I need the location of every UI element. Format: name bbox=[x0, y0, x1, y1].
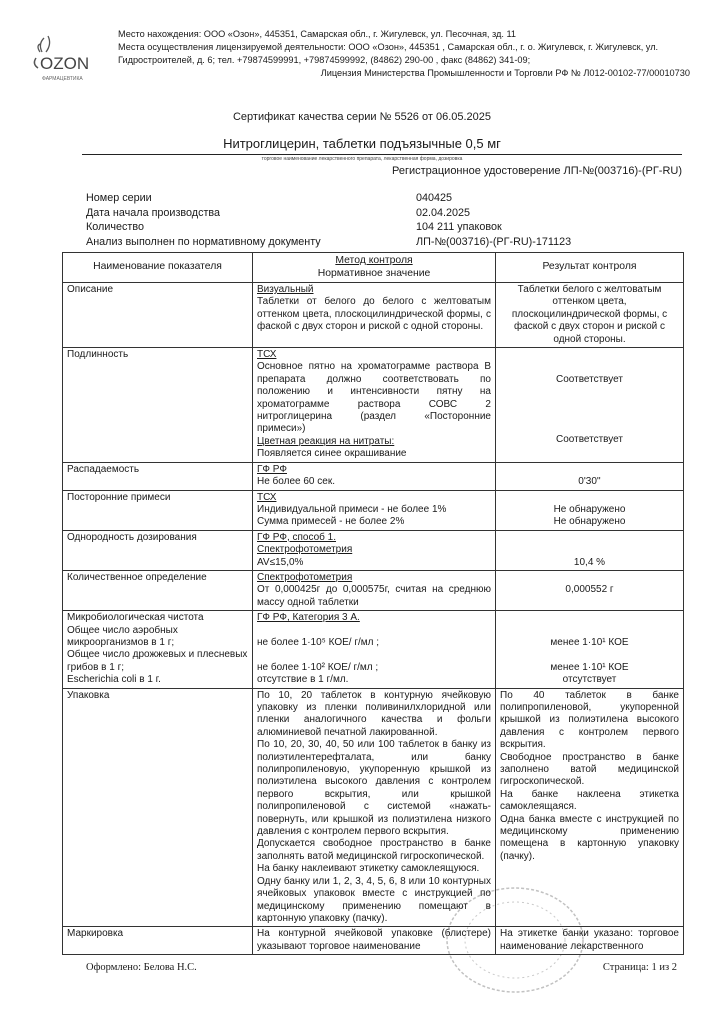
norm-text: Индивидуальной примеси - не более 1% bbox=[257, 503, 447, 515]
license-line: Лицензия Министерства Промышленности и Торговли РФ № Л012-00102-77/00010730 bbox=[320, 68, 690, 78]
norm-text: Не более 60 сек. bbox=[257, 476, 335, 488]
prepared-by: Оформлено: Белова Н.С. bbox=[86, 962, 197, 974]
indicator: Описание bbox=[63, 283, 253, 348]
indicator-sub: Общее число аэробных микроорганизмов в 1 г; bbox=[67, 624, 178, 648]
norm-text: Основное пятно на хроматограмме раствора В препарата должно соответствовать по положению и интенсивности пятну на хроматограмме раствора СОВС 2 нитроглицерина (раздел «Посторонние примеси») bbox=[257, 361, 491, 435]
indicator-text: Микробиологическая чистота bbox=[67, 612, 204, 624]
table-row bbox=[63, 927, 684, 955]
norm-text: На банку наклеивают этикетку самоклеящуюся. bbox=[257, 863, 480, 875]
result-text: По 40 таблеток в банке полипропиленовой, укупоренной крышкой из полиэтилена высокого давления с контролем первого вскрытия. bbox=[500, 689, 679, 751]
result-text: На банке наклеена этикетка самоклеящаяся. bbox=[500, 788, 679, 813]
norm-text: Сумма примесей - не более 2% bbox=[257, 516, 405, 528]
quality-table bbox=[62, 252, 684, 955]
license-sites-line: Места осуществления лицензируемой деятельности: ООО «Озон», 445351 , Самарская обл., г. о. Жигулевск, г. Жигулевск, ул. bbox=[118, 42, 659, 52]
table-row bbox=[63, 688, 684, 927]
indicator: Однородность дозирования bbox=[63, 530, 253, 570]
norm bbox=[253, 570, 496, 610]
result: Таблетки белого с желтоватым оттенком цвета, плоскоцилиндрической формы, с фаской с двух сторон и риской с одной стороны. bbox=[496, 283, 684, 348]
table-header bbox=[63, 253, 684, 283]
certificate-number: Сертификат качества серии № 5526 от 06.05.2025 bbox=[232, 111, 492, 123]
result-text: отсутствует bbox=[562, 674, 617, 686]
result: На этикетке банки указано: торговое наименование лекарственного bbox=[496, 927, 684, 955]
footer bbox=[62, 961, 683, 975]
meta-label: Номер серии bbox=[86, 192, 152, 204]
norm-text: Допускается свободное пространство в банке заполнять ватой медицинской гигроскопической. bbox=[257, 838, 491, 862]
header-norm-label: Нормативное значение bbox=[317, 267, 431, 279]
norm bbox=[253, 348, 496, 463]
page-number: Страница: 1 из 2 bbox=[602, 962, 677, 974]
indicator: Посторонние примеси bbox=[63, 490, 253, 530]
method: Визуальный bbox=[257, 284, 314, 295]
result-text: Не обнаружено bbox=[553, 516, 626, 528]
norm-text: Одну банку или 1, 2, 3, 4, 5, 6, 8 или 10 контурных ячейковых упаковок вместе с инструкцией по медицинскому применению помещают в картонную упаковку (пачку). bbox=[257, 875, 491, 924]
result-text: Одна банка вместе с инструкцией по медицинскому применению помещена в картонную упаковку (пачку). bbox=[500, 813, 679, 862]
meta-label: Анализ выполнен по нормативному документу bbox=[86, 235, 321, 248]
result-text: менее 1·10¹ КОЕ bbox=[550, 636, 629, 648]
method: ТСХ bbox=[257, 349, 277, 361]
indicator-sub: Общее число дрожжевых и плесневых грибов в 1 г; bbox=[67, 649, 248, 673]
norm bbox=[253, 283, 496, 348]
meta-value: 040425 bbox=[416, 192, 453, 204]
result-text: 0,000552 г bbox=[565, 584, 614, 596]
norm-text: не более 1·10² КОЕ/ г/мл ; bbox=[257, 661, 379, 673]
product-caption: торговое наименование лекарственного препарата, лекарственная форма, дозировка bbox=[261, 156, 463, 162]
result: 10,4 % bbox=[496, 530, 684, 570]
norm-text: По 10, 20, 30, 40, 50 или 100 таблеток в банку из полиэтилентерефталата, или банку полипропиленовую, укупоренную крышкой из полиэтилена высокого давления с контролем первого вскрытия, или крышкой полипропиленовой с системой «нажать-повернуть, или крышкой из полиэтилена низкого давления с контролем первого вскрытия. bbox=[257, 739, 491, 838]
indicator: Распадаемость bbox=[63, 462, 253, 490]
meta-label: Дата начала производства bbox=[86, 206, 221, 219]
table-row bbox=[63, 283, 684, 348]
result: 0'30'' bbox=[496, 462, 684, 490]
norm-text: не более 1·10⁵ КОЕ/ г/мл ; bbox=[257, 636, 380, 648]
method: ГФ РФ, способ 1. bbox=[257, 531, 337, 543]
table-and-footer bbox=[62, 252, 683, 975]
method: Цветная реакция на нитраты: bbox=[257, 435, 395, 447]
meta-values bbox=[416, 191, 571, 249]
table-row bbox=[63, 611, 684, 688]
result-text: Соответствует bbox=[556, 434, 623, 446]
indicator: Подлинность bbox=[63, 348, 253, 463]
table-row bbox=[63, 570, 684, 610]
norm bbox=[253, 490, 496, 530]
method: ТСХ bbox=[257, 491, 277, 503]
svg-text:ФАРМАЦЕВТИКА: ФАРМАЦЕВТИКА bbox=[42, 76, 83, 82]
norm-text: От 0,000425г до 0,000575г, считая на среднюю массу одной таблетки bbox=[257, 584, 491, 608]
norm bbox=[253, 530, 496, 570]
registration: Регистрационное удостоверение ЛП-№(003716)-(РГ-RU) bbox=[391, 165, 682, 177]
method: Спектрофотометрия bbox=[257, 571, 353, 583]
indicator: Маркировка bbox=[63, 927, 253, 955]
norm-text: отсутствие в 1 г/мл. bbox=[257, 674, 349, 686]
product-title: Нитроглицерин, таблетки подъязычные 0,5 мг bbox=[223, 136, 501, 151]
result-text: Соответствует bbox=[556, 373, 623, 385]
svg-text:OZON: OZON bbox=[40, 54, 90, 73]
table-row bbox=[63, 490, 684, 530]
norm-text: Таблетки от белого до белого с желтоватым оттенком цвета, плоскоцилиндрической формы, с фаской с двух сторон и риской с одной стороны. bbox=[257, 296, 491, 333]
meta-label: Количество bbox=[86, 221, 144, 233]
result bbox=[496, 611, 684, 688]
result-text: Свободное пространство в банке заполнено ватой медицинской гигроскопической. bbox=[500, 751, 679, 788]
ozon-logo bbox=[26, 32, 106, 92]
method: Спектрофотометрия bbox=[257, 544, 353, 556]
norm-text: AV≤15,0% bbox=[257, 556, 304, 568]
method: ГФ РФ, Категория 3 А. bbox=[257, 612, 360, 624]
table-row bbox=[63, 348, 684, 463]
method: ГФ РФ bbox=[257, 463, 287, 475]
table-row bbox=[63, 530, 684, 570]
result bbox=[496, 348, 684, 463]
meta-value: 104 211 упаковок bbox=[416, 221, 502, 233]
norm bbox=[253, 462, 496, 490]
meta-labels bbox=[86, 191, 321, 249]
table-row bbox=[63, 462, 684, 490]
norm bbox=[253, 688, 496, 927]
title-underline bbox=[82, 154, 682, 155]
header-method-label: Метод контроля bbox=[335, 255, 413, 267]
indicator: Упаковка bbox=[63, 688, 253, 927]
header-indicator: Наименование показателя bbox=[63, 253, 253, 283]
meta-value: 02.04.2025 bbox=[416, 206, 471, 219]
indicator: Количественное определение bbox=[63, 570, 253, 610]
indicator bbox=[63, 611, 253, 688]
norm bbox=[253, 611, 496, 688]
result-text: Не обнаружено bbox=[553, 503, 626, 515]
indicator-sub: Escherichia coli в 1 г. bbox=[67, 674, 161, 686]
meta-value: ЛП-№(003716)-(РГ-RU)-171123 bbox=[416, 235, 572, 248]
header-result: Результат контроля bbox=[496, 253, 684, 283]
header-method bbox=[253, 253, 496, 283]
result bbox=[496, 570, 684, 610]
norm-text: По 10, 20 таблеток в контурную ячейковую упаковку из пленки поливинилхлоридной или пленки аналогичного качества и фольги алюминиевой печатной лакированной. bbox=[257, 689, 491, 738]
result bbox=[496, 490, 684, 530]
norm-text: Появляется синее окрашивание bbox=[257, 448, 407, 460]
result-text: менее 1·10¹ КОЕ bbox=[550, 661, 629, 673]
result bbox=[496, 688, 684, 927]
norm: На контурной ячейковой упаковке (блистере) указывают торговое наименование bbox=[253, 927, 496, 955]
address-line: Место нахождения: ООО «Озон», 445351, Самарская обл., г. Жигулевск, ул. Песочная, зд. 11 bbox=[118, 29, 517, 39]
contacts-line: Гидростроителей, д. 6; тел. +79874599991, +79874599992, (84862) 290-00 , факс (84862) 341-09; bbox=[118, 55, 531, 65]
